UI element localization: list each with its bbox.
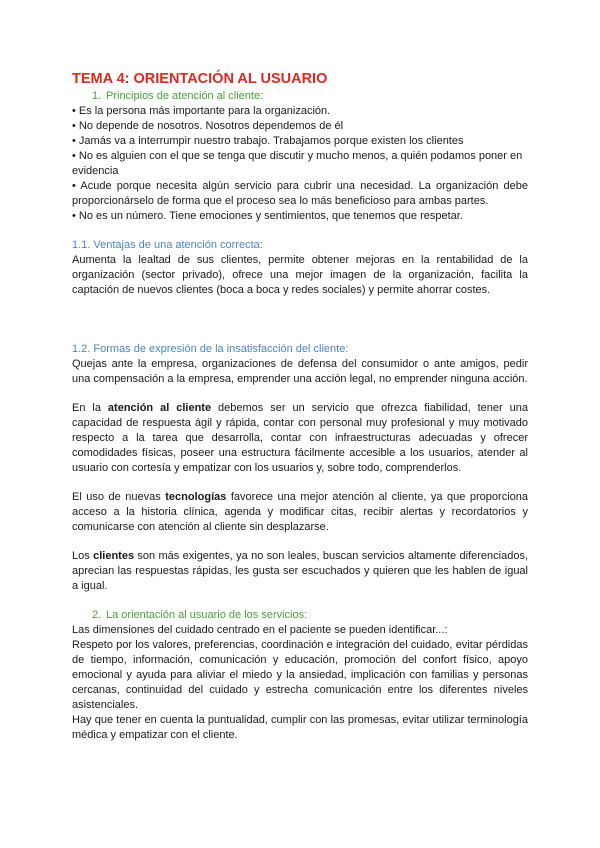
principle-bullet: • No es alguien con el que se tenga que discutir y mucho menos, a quién podamos poner en evidencia <box>72 150 523 177</box>
section-1-heading <box>72 89 528 104</box>
bold-term: tecnologías <box>165 491 227 503</box>
section-1-1-heading: 1.1. Ventajas de una atención correcta: <box>72 239 263 251</box>
bold-term: atención al cliente <box>107 402 212 414</box>
section-1-number: 1. <box>92 90 102 102</box>
paragraph-text: En la <box>72 402 108 414</box>
technologies-paragraph <box>72 490 528 535</box>
section-2-heading <box>72 608 528 623</box>
document-page <box>72 70 528 743</box>
section-1-heading-text: Principios de atención al cliente: <box>106 90 264 102</box>
section-2-text: Respeto por los valores, preferencias, coordinación e integración del cuidado, evitar pérdidas de tiempo, información, comunicación y educación, promoción del confort físico, apoyo emocional y ayuda para aliviar el miedo y la ansiedad, implicación con familias y personas cercanas, continuidad del cuidado y estrecha comunicación entre los diferentes niveles asistenciales. <box>72 639 528 711</box>
section-2-heading-text: La orientación al usuario de los servicios: <box>106 609 308 621</box>
section-2-number: 2. <box>92 609 102 621</box>
paragraph-text: son más exigentes, ya no son leales, buscan servicios altamente diferenciados, aprecian las respuestas rápidas, les gusta ser escuchados y quieren que les hablen de igual a igual. <box>72 550 528 592</box>
principle-bullet: • Jamás va a interrumpir nuestro trabajo. Trabajamos porque existen los clientes <box>72 135 464 147</box>
bold-term: clientes <box>93 550 135 562</box>
paragraph-text: El uso de nuevas <box>72 491 166 503</box>
paragraph-text: Los <box>72 550 94 562</box>
principle-bullet: • Es la persona más importante para la organización. <box>72 105 331 117</box>
paragraph-text: favorece una mejor atención al cliente, ya que proporciona acceso a la historia clínica, agenda y modificar citas, recibir alertas y recordatorios y comunicarse con atención al cliente sin desplazarse. <box>72 491 528 533</box>
principle-bullet: • No es un número. Tiene emociones y sentimientos, que tenemos que respetar. <box>72 210 463 222</box>
paragraph-text: debemos ser un servicio que ofrezca fiabilidad, tener una capacidad de respuesta ágil y rápida, contar con personal muy profesional y muy motivado respecto a la tarea que desarrolla, contar con infraestructuras adecuadas y ofrecer comodidades físicas, poseer una estructura fácilmente accesible a los usuarios, atender al usuario con cortesía y empatizar con los usuarios y, sobre todo, comprenderlos. <box>72 402 528 474</box>
section-1-2-heading: 1.2. Formas de expresión de la insatisfacción del cliente: <box>72 343 349 355</box>
principle-bullet: • Acude porque necesita algún servicio para cubrir una necesidad. La organización debe proporcionárselo de forma que el proceso sea lo más beneficioso para ambas partes. <box>72 180 528 207</box>
principle-bullet: • No depende de nosotros. Nosotros dependemos de él <box>72 120 344 132</box>
customer-service-paragraph <box>72 401 528 476</box>
section-2-intro: Las dimensiones del cuidado centrado en el paciente se pueden identificar...: <box>72 624 448 636</box>
document-title: TEMA 4: ORIENTACIÓN AL USUARIO <box>72 71 328 87</box>
section-1-2-text: Quejas ante la empresa, organizaciones de defensa del consumidor o ante amigos, pedir una compensación a la empresa, emprender una acción legal, no emprender ninguna acción. <box>72 358 528 385</box>
section-1-1-text: Aumenta la lealtad de sus clientes, permite obtener mejoras en la rentabilidad de la organización (sector privado), ofrece una mejor imagen de la organización, facilita la captación de nuevos clientes (boca a boca y redes sociales) y permite ahorrar costes. <box>72 254 528 296</box>
section-2-closing: Hay que tener en cuenta la puntualidad, cumplir con las promesas, evitar utilizar terminología médica y empatizar con el cliente. <box>72 714 528 741</box>
clients-paragraph <box>72 549 528 594</box>
